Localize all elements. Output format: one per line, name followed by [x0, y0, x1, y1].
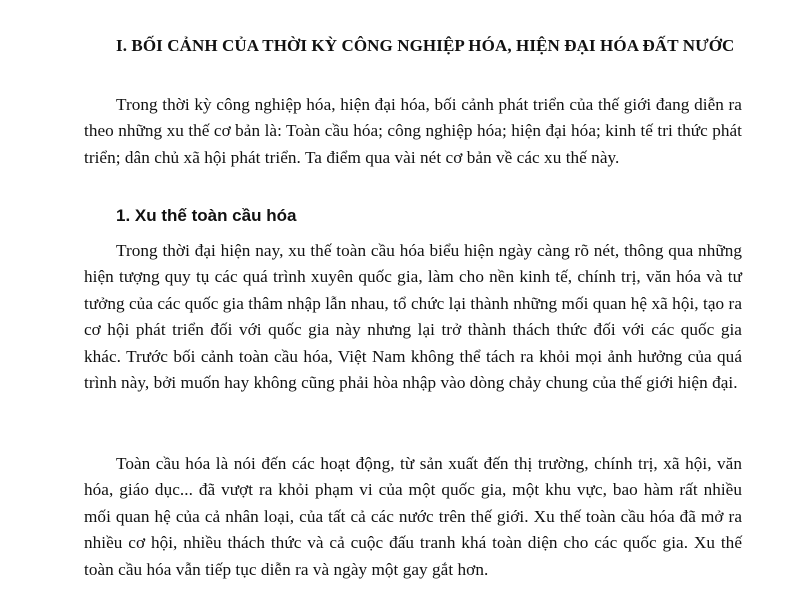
section-heading: I. BỐI CẢNH CỦA THỜI KỲ CÔNG NGHIỆP HÓA, HIỆN ĐẠI HÓA ĐẤT NƯỚC	[116, 36, 735, 55]
body-paragraph-2: Toàn cầu hóa là nói đến các hoạt động, từ sản xuất đến thị trường, chính trị, xã hội, văn hóa, giáo dục... đã vượt ra khỏi phạm vi của một quốc gia, một khu vực, bao hàm rất nhiều mối quan hệ của cả nhân loại, của tất cả các nước trên thế giới. Xu thế toàn cầu hóa đã mở ra nhiều cơ hội, nhiều thách thức và cả cuộc đấu tranh khá toàn diện cho các quốc gia. Xu thế toàn cầu hóa vẫn tiếp tục diễn ra và ngày một gay gắt hơn.	[84, 454, 742, 579]
intro-paragraph: Trong thời kỳ công nghiệp hóa, hiện đại hóa, bối cảnh phát triển của thế giới đang diễn ra theo những xu thế cơ bản là: Toàn cầu hóa; công nghiệp hóa; hiện đại hóa; kinh tế tri thức phát triển; dân chủ xã hội phát triển. Ta điểm qua vài nét cơ bản về các xu thế này.	[84, 95, 742, 167]
subsection-heading: 1. Xu thế toàn cầu hóa	[116, 206, 297, 225]
body-paragraph-1: Trong thời đại hiện nay, xu thế toàn cầu hóa biểu hiện ngày càng rõ nét, thông qua những hiện tượng quy tụ các quá trình xuyên quốc gia, làm cho nền kinh tế, chính trị, văn hóa và tư tưởng của các quốc gia thâm nhập lẫn nhau, tổ chức lại thành những mối quan hệ xã hội, tạo ra cơ hội phát triển đối với quốc gia này nhưng lại trở thành thách thức đối với các quốc gia khác. Trước bối cảnh toàn cầu hóa, Việt Nam không thể tách ra khỏi mọi ảnh hưởng của quá trình này, bởi muốn hay không cũng phải hòa nhập vào dòng chảy chung của thế giới hiện đại.	[84, 241, 742, 393]
